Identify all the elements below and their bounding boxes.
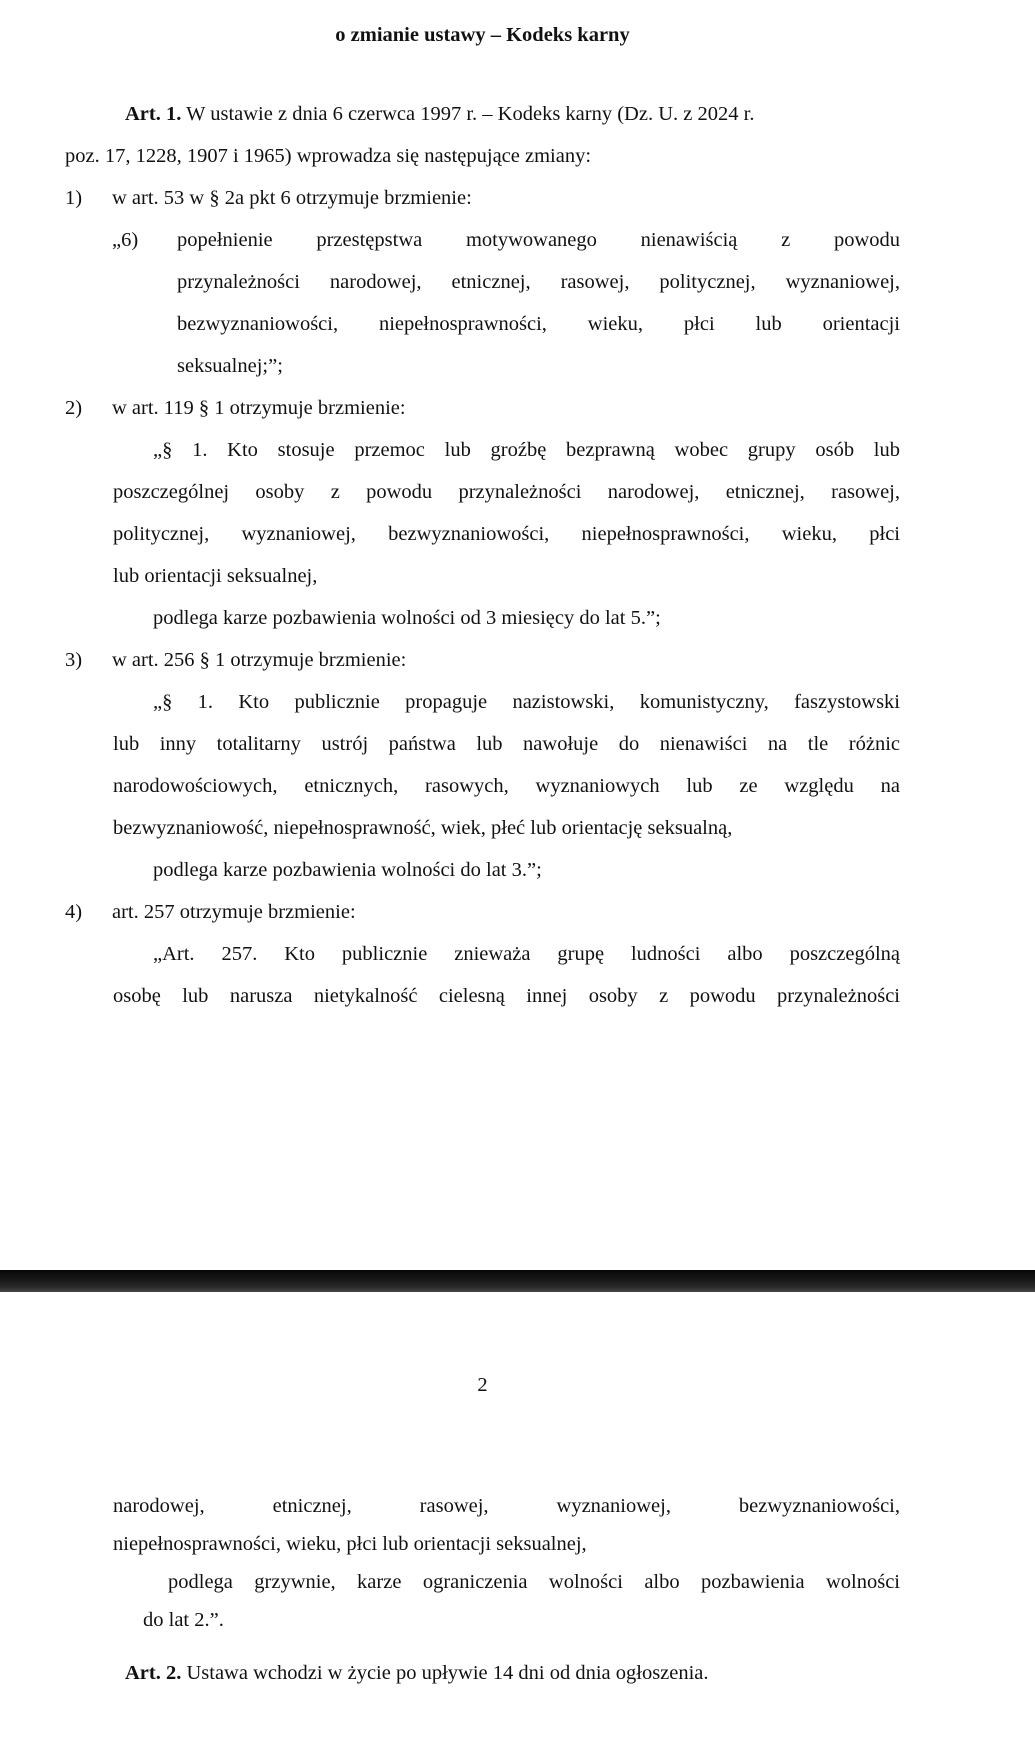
text-line: lub orientacji seksualnej,: [113, 565, 318, 587]
text-line: niepełnosprawności, wieku, płci lub orientacji seksualnej,: [113, 1533, 587, 1555]
text-line: Art. 2. Ustawa wchodzi w życie po upływie 14 dni od dnia ogłoszenia.: [125, 1662, 709, 1684]
text-line: przynależności narodowej, etnicznej, rasowej, politycznej, wyznaniowej,: [177, 271, 900, 293]
item-text: [177, 219, 900, 387]
penalty-clause-art-119: [153, 597, 900, 639]
page-1-content: [65, 0, 900, 1017]
text-line: w art. 53 w § 2a pkt 6 otrzymuje brzmienie:: [112, 187, 472, 209]
quoted-provision-art-257-continuation: [113, 1487, 900, 1563]
item-text: [112, 387, 900, 429]
page-2-blocks: [65, 1487, 900, 1692]
text-line: art. 257 otrzymuje brzmienie:: [112, 901, 356, 923]
text-line: poszczególnej osoby z powodu przynależności narodowej, etnicznej, rasowej,: [113, 481, 900, 503]
text-line: w art. 256 § 1 otrzymuje brzmienie:: [112, 649, 407, 671]
amendment-item-1: [65, 177, 900, 219]
item-marker: 2): [65, 397, 83, 419]
bold-article-label: Art. 1.: [125, 103, 182, 125]
bold-article-label: Art. 2.: [125, 1662, 182, 1684]
text-line: narodowościowych, etnicznych, rasowych, wyznaniowych lub ze względu na: [113, 775, 900, 797]
amendment-item-2: [65, 387, 900, 429]
page-number: 2: [477, 1374, 488, 1396]
item-text: [112, 639, 900, 681]
amendment-item-4: [65, 891, 900, 933]
text-line: lub inny totalitarny ustrój państwa lub nawołuje do nienawiści na tle różnic: [113, 733, 900, 755]
penalty-clause-art-257: [143, 1563, 900, 1639]
text-line: bezwyznaniowości, niepełnosprawności, wieku, płci lub orientacji: [177, 313, 900, 335]
text-line: podlega karze pozbawienia wolności od 3 miesięcy do lat 5.”;: [153, 607, 661, 629]
text-line: seksualnej;”;: [177, 355, 283, 377]
text-line: osobę lub narusza nietykalność cielesną innej osoby z powodu przynależności: [113, 985, 900, 1007]
article-2-paragraph: [65, 1654, 900, 1692]
amended-point-6: [112, 219, 900, 387]
text-line: podlega karze pozbawienia wolności do lat 3.”;: [153, 859, 542, 881]
item-text: [112, 177, 900, 219]
quoted-provision-art-119: [113, 429, 900, 597]
text-line: politycznej, wyznaniowej, bezwyznaniowości, niepełnosprawności, wieku, płci: [113, 523, 900, 545]
article-1-paragraph: [65, 93, 900, 177]
page-2-content: [65, 1487, 900, 1692]
text-line: popełnienie przestępstwa motywowanego nienawiścią z powodu: [177, 229, 900, 251]
item-text: [112, 891, 900, 933]
text-line: „§ 1. Kto stosuje przemoc lub groźbę bezprawną wobec grupy osób lub: [153, 439, 900, 461]
text-line: poz. 17, 1228, 1907 i 1965) wprowadza się następujące zmiany:: [65, 145, 592, 167]
page-1-blocks: [65, 93, 900, 1017]
document-title: o zmianie ustawy – Kodeks karny: [335, 24, 630, 46]
amendment-item-3: [65, 639, 900, 681]
item-marker: „6): [112, 229, 139, 251]
quoted-provision-art-257: [113, 933, 900, 1017]
text-line: narodowej, etnicznej, rasowej, wyznaniowej, bezwyznaniowości,: [113, 1495, 900, 1517]
item-marker: 3): [65, 649, 83, 671]
text-line: do lat 2.”.: [143, 1609, 224, 1631]
quoted-provision-art-256: [113, 681, 900, 849]
page-separator: [0, 1270, 1035, 1292]
item-marker: 1): [65, 187, 83, 209]
penalty-clause-art-256: [153, 849, 900, 891]
text-line: w art. 119 § 1 otrzymuje brzmienie:: [112, 397, 406, 419]
text-line: bezwyznaniowość, niepełnosprawność, wiek, płeć lub orientację seksualną,: [113, 817, 733, 839]
text-line: podlega grzywnie, karze ograniczenia wolności albo pozbawienia wolności: [168, 1571, 900, 1593]
text-line: „Art. 257. Kto publicznie znieważa grupę ludności albo poszczególną: [153, 943, 900, 965]
item-marker: 4): [65, 901, 83, 923]
text-line: „§ 1. Kto publicznie propaguje nazistowski, komunistyczny, faszystowski: [153, 691, 900, 713]
text-line: Art. 1. W ustawie z dnia 6 czerwca 1997 r. – Kodeks karny (Dz. U. z 2024 r.: [125, 103, 755, 125]
